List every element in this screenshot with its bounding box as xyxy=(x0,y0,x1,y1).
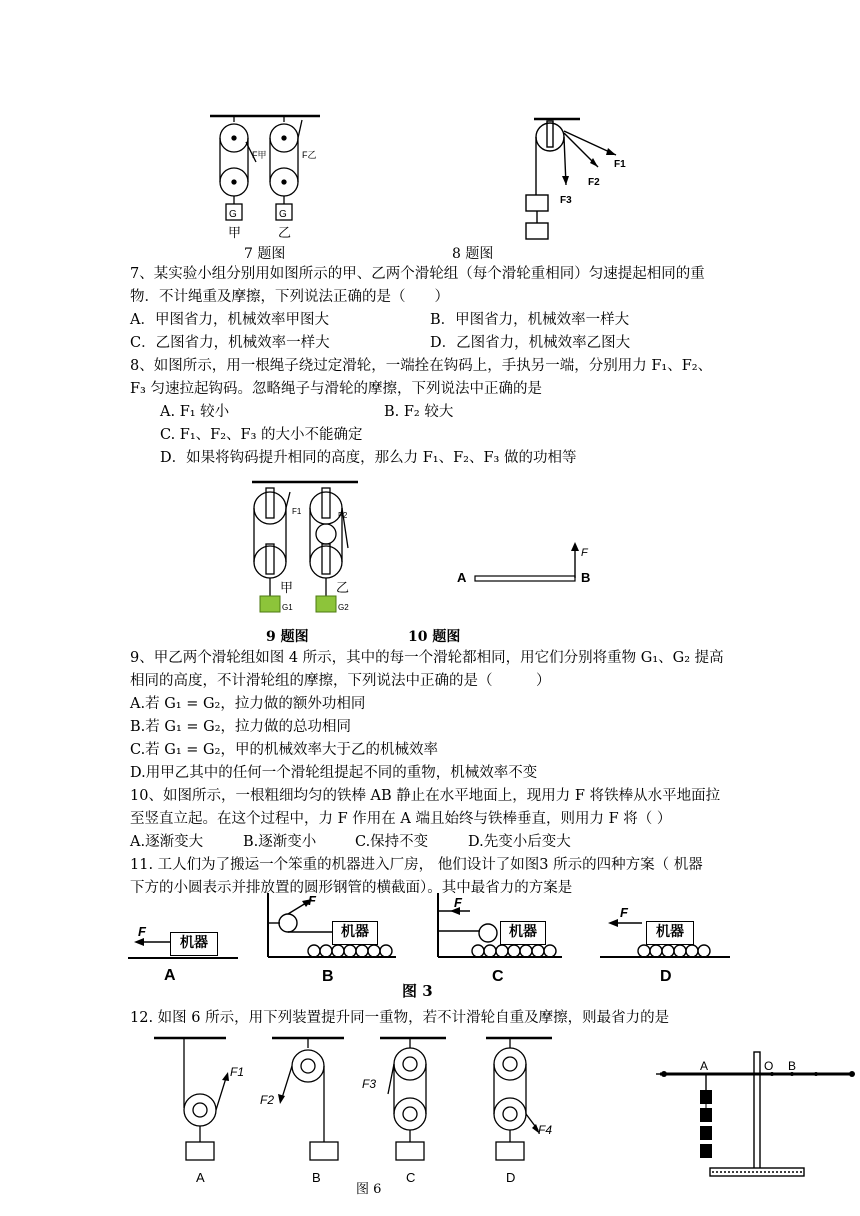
q8-option-b: B. F₂ 较大 xyxy=(384,404,454,420)
f1-label: F1 xyxy=(292,507,302,516)
q9-line1: 9、甲乙两个滑轮组如图 4 所示，其中的每一个滑轮都相同，用它们分别将重物 G₁、G₂ 提高 xyxy=(130,650,724,666)
fig6-device-a xyxy=(150,1034,250,1184)
fig6-device-b xyxy=(258,1034,358,1184)
f-yi-label: F乙 xyxy=(302,150,317,160)
q7-option-a: A．甲图省力，机械效率甲图大 xyxy=(130,312,329,328)
f-label: F xyxy=(581,547,588,559)
q11-line1: 11. 工人们为了搬运一个笨重的机器进入厂房， 他们设计了如图3 所示的四种方案（ 机器 xyxy=(130,857,703,873)
f1-label: F1 xyxy=(230,1065,245,1079)
q8-option-d: D．如果将钩码提升相同的高度，那么力 F₁、F₂、F₃ 做的功相等 xyxy=(160,450,577,466)
fig6-device-c xyxy=(360,1034,460,1184)
f-label: F xyxy=(308,893,316,908)
q10-option-d: D.先变小后变大 xyxy=(468,834,571,850)
figure-9-pulley-blocks xyxy=(248,478,368,618)
g2-label: G2 xyxy=(338,603,349,612)
lever-b-label: B xyxy=(788,1059,797,1073)
f3-label: F3 xyxy=(362,1077,377,1091)
g1-label: G1 xyxy=(282,603,293,612)
f4-label: F4 xyxy=(538,1123,553,1137)
device-c-label: C xyxy=(406,1170,416,1185)
jia-label: 甲 xyxy=(280,580,294,595)
lever-a-label: A xyxy=(700,1059,709,1073)
b-label: B xyxy=(581,570,591,585)
q8-line1: 8、如图所示，用一根绳子绕过定滑轮，一端拴在钩码上，手执另一端，分别用力 F₁、F₂、 xyxy=(130,358,713,374)
fig10-caption: 10 题图 xyxy=(408,629,461,645)
fig8-caption: 8 题图 xyxy=(452,246,494,262)
q7-line2: 物．不计绳重及摩擦，下列说法正确的是（ ） xyxy=(130,289,449,305)
a-label: A xyxy=(457,570,467,585)
lever-o-label: O xyxy=(764,1059,774,1073)
q9-option-d: D.用甲乙其中的任何一个滑轮组提起不同的重物，机械效率不变 xyxy=(130,765,538,781)
q7-option-c: C．乙图省力，机械效率一样大 xyxy=(130,335,330,351)
q8-option-a: A. F₁ 较小 xyxy=(160,404,230,420)
q7-option-b: B．甲图省力，机械效率一样大 xyxy=(430,312,630,328)
f2-label: F2 xyxy=(588,177,600,188)
f1-label: F1 xyxy=(614,159,626,170)
machine-c: 机器 xyxy=(500,921,546,945)
machine-a: 机器 xyxy=(170,932,218,956)
f-label: F xyxy=(620,905,628,920)
f-jia-label: F甲 xyxy=(252,150,267,160)
figure-7-pulleys xyxy=(210,112,330,232)
fig6-caption: 图 6 xyxy=(356,1182,382,1197)
f2-label: F2 xyxy=(338,511,348,520)
q9-option-c: C.若 G₁ = G₂，甲的机械效率大于乙的机械效率 xyxy=(130,742,438,758)
fig7-caption: 7 题图 xyxy=(244,246,286,262)
q8-line2: F₃ 匀速拉起钩码。忽略绳子与滑轮的摩擦，下列说法中正确的是 xyxy=(130,381,542,397)
f-label: F xyxy=(454,895,462,910)
q11-line2: 下方的小圆表示并排放置的圆形钢管的横截面）。其中最省力的方案是 xyxy=(130,880,573,896)
q10-option-c: C.保持不变 xyxy=(355,834,429,850)
q12-line1: 12. 如图 6 所示，用下列装置提升同一重物，若不计滑轮自重及摩擦，则最省力的是 xyxy=(130,1010,670,1026)
figure-8-fixed-pulley xyxy=(520,115,640,255)
lever-figure xyxy=(656,1048,856,1198)
q10-line1: 10、如图所示，一根粗细均匀的铁棒 AB 静止在水平地面上，现用力 F 将铁棒从水平地面拉 xyxy=(130,788,721,804)
label-jia: 甲 xyxy=(228,226,242,241)
q9-line2: 相同的高度，不计滑轮组的摩擦，下列说法中正确的是（ ） xyxy=(130,673,551,689)
g-label-yi: G xyxy=(279,209,287,220)
figure-10-iron-rod xyxy=(455,538,605,598)
q10-option-b: B.逐渐变小 xyxy=(243,834,317,850)
yi-label: 乙 xyxy=(336,580,350,595)
f3-label: F3 xyxy=(560,195,572,206)
fig3-caption: 图 3 xyxy=(402,982,433,1000)
g-label-jia: G xyxy=(229,209,237,220)
q10-line2: 至竖直立起。在这个过程中，力 F 作用在 A 端且始终与铁棒垂直，则用力 F 将（ ） xyxy=(130,811,672,827)
scheme-d-label: D xyxy=(660,968,672,985)
device-b-label: B xyxy=(312,1170,321,1185)
scheme-a-label: A xyxy=(164,967,176,984)
fig9-caption: 9 题图 xyxy=(266,629,309,645)
q7-option-d: D．乙图省力，机械效率乙图大 xyxy=(430,335,631,351)
scheme-c-label: C xyxy=(492,968,504,985)
device-d-label: D xyxy=(506,1170,516,1185)
device-a-label: A xyxy=(196,1170,205,1185)
machine-d: 机器 xyxy=(646,921,694,945)
f-label: F xyxy=(138,924,146,939)
q9-option-b: B.若 G₁ = G₂，拉力做的总功相同 xyxy=(130,719,352,735)
q9-option-a: A.若 G₁ = G₂，拉力做的额外功相同 xyxy=(130,696,366,712)
label-yi: 乙 xyxy=(278,226,292,241)
q10-option-a: A.逐渐变大 xyxy=(130,834,204,850)
scheme-b-label: B xyxy=(322,968,334,985)
fig6-device-d xyxy=(466,1034,576,1184)
q7-line1: 7、某实验小组分别用如图所示的甲、乙两个滑轮组（每个滑轮重相同）匀速提起相同的重 xyxy=(130,266,705,282)
q8-option-c: C. F₁、F₂、F₃ 的大小不能确定 xyxy=(160,427,363,443)
f2-label: F2 xyxy=(260,1093,275,1107)
machine-b: 机器 xyxy=(332,921,378,945)
